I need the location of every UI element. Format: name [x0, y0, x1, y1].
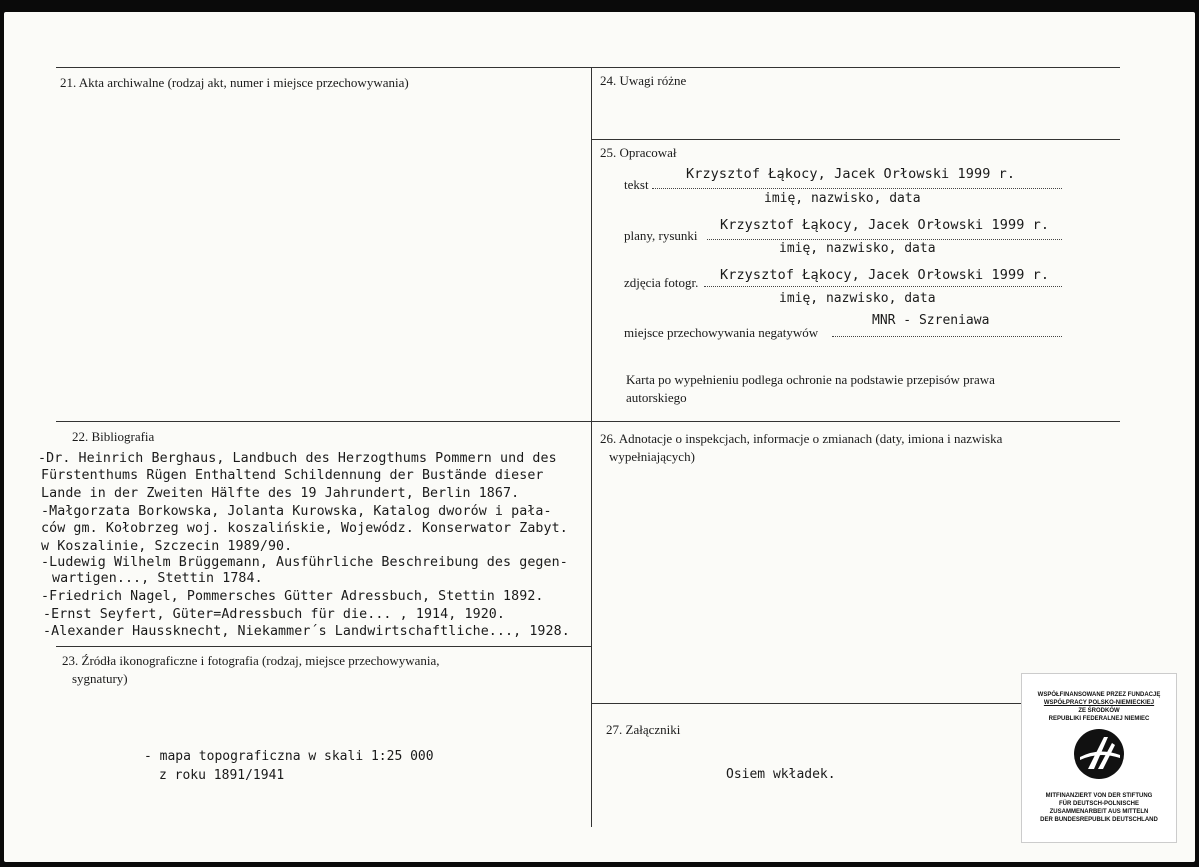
stamp-line: ZE ŚRODKÓW — [1078, 708, 1120, 714]
bibliography-line: w Koszalinie, Szczecin 1989/90. — [41, 539, 293, 554]
rule-left-22-23 — [56, 646, 591, 647]
stamp-line: WSPÓŁPRACY POLSKO-NIEMIECKIEJ — [1043, 700, 1155, 706]
bibliography-line: -Friedrich Nagel, Pommersches Gütter Adressbuch, Stettin 1892. — [41, 589, 544, 604]
iconography-entry: - mapa topograficzna w skali 1:25 000 — [144, 749, 434, 764]
form-card — [4, 12, 1195, 862]
attachments-value: Osiem wkładek. — [726, 767, 836, 782]
plany-label: plany, rysunki — [624, 228, 698, 243]
copyright-note: Karta po wypełnieniu podlega ochronie na podstawie przepisów prawa — [626, 372, 995, 387]
zdjecia-sublabel: imię, nazwisko, data — [779, 291, 936, 306]
tekst-value: Krzysztof Łąkocy, Jacek Orłowski 1999 r. — [686, 166, 1016, 182]
section-26-title: 26. Adnotacje o inspekcjach, informacje o zmianach (daty, imiona i nazwiska — [600, 431, 1003, 446]
rule-24-25 — [591, 139, 1120, 140]
negatywy-value: MNR - Szreniawa — [872, 313, 990, 328]
section-22-title: 22. Bibliografia — [72, 429, 155, 444]
tekst-dotted-line — [652, 188, 1062, 189]
bibliography-line: -Alexander Haussknecht, Niekammer´s Landwirtschaftliche..., 1928. — [43, 624, 570, 639]
bibliography-line: Lande in der Zweiten Hälfte des 19 Jahrundert, Berlin 1867. — [41, 486, 520, 501]
zdjecia-value: Krzysztof Łąkocy, Jacek Orłowski 1999 r. — [720, 267, 1050, 283]
negatywy-dotted-line — [832, 336, 1062, 337]
section-21-title: 21. Akta archiwalne (rodzaj akt, numer i miejsce przechowywania) — [60, 75, 409, 90]
negatywy-label: miejsce przechowywania negatywów — [624, 325, 819, 340]
bibliography-line: -Ernst Seyfert, Güter=Adressbuch für die... , 1914, 1920. — [43, 607, 506, 622]
copyright-note-cont: autorskiego — [626, 390, 687, 405]
section-23-title-cont: sygnatury) — [72, 671, 128, 686]
bibliography-line: ców gm. Kołobrzeg woj. koszalińskie, Wojewódz. Konserwator Zabyt. — [41, 521, 568, 536]
bibliography-line: Fürstenthums Rügen Enthaltend Schildennung der Bustände dieser — [41, 468, 544, 483]
section-26-title-cont: wypełniających) — [609, 449, 695, 464]
bibliography-line: -Dr. Heinrich Berghaus, Landbuch des Herzogthums Pommern und des — [38, 451, 557, 466]
top-rule — [56, 67, 1120, 68]
bibliography-line: -Małgorzata Borkowska, Jolanta Kurowska, Katalog dworów i pała- — [41, 504, 552, 519]
section-25-title: 25. Opracował — [600, 145, 677, 160]
stamp-line: MITFINANZIERT VON DER STIFTUNG — [1045, 793, 1153, 799]
bibliography-line: -Ludewig Wilhelm Brüggemann, Ausführliche Beschreibung des gegen- — [41, 555, 568, 570]
rule-right-26-27 — [591, 703, 1026, 704]
iconography-entry-cont: z roku 1891/1941 — [159, 768, 285, 783]
bibliography-line: wartigen..., Stettin 1784. — [52, 571, 263, 586]
foundation-stamp — [1021, 673, 1177, 843]
rule-left-21-22 — [56, 421, 591, 422]
stamp-line: ZUSAMMENARBEIT AUS MITTELN — [1049, 809, 1149, 815]
rule-right-25-26 — [591, 421, 1120, 422]
section-24-title: 24. Uwagi różne — [600, 73, 687, 88]
zdjecia-label: zdjęcia fotogr. — [624, 275, 699, 290]
foundation-logo-icon — [1074, 729, 1124, 779]
zdjecia-dotted-line — [704, 286, 1062, 287]
column-divider — [591, 67, 592, 827]
stamp-line: FÜR DEUTSCH-POLNISCHE — [1058, 801, 1139, 807]
plany-sublabel: imię, nazwisko, data — [779, 241, 936, 256]
stamp-line: REPUBLIKI FEDERALNEJ NIEMIEC — [1048, 716, 1150, 722]
tekst-sublabel: imię, nazwisko, data — [764, 191, 921, 206]
tekst-label: tekst — [624, 177, 649, 192]
section-23-title: 23. Źródła ikonograficzne i fotografia (rodzaj, miejsce przechowywania, — [62, 653, 440, 668]
section-27-title: 27. Załączniki — [606, 722, 681, 737]
plany-dotted-line — [707, 239, 1062, 240]
plany-value: Krzysztof Łąkocy, Jacek Orłowski 1999 r. — [720, 217, 1050, 233]
stamp-line: DER BUNDESREPUBLIK DEUTSCHLAND — [1040, 817, 1158, 823]
stamp-line: WSPÓŁFINANSOWANE PRZEZ FUNDACJĘ — [1037, 692, 1161, 698]
